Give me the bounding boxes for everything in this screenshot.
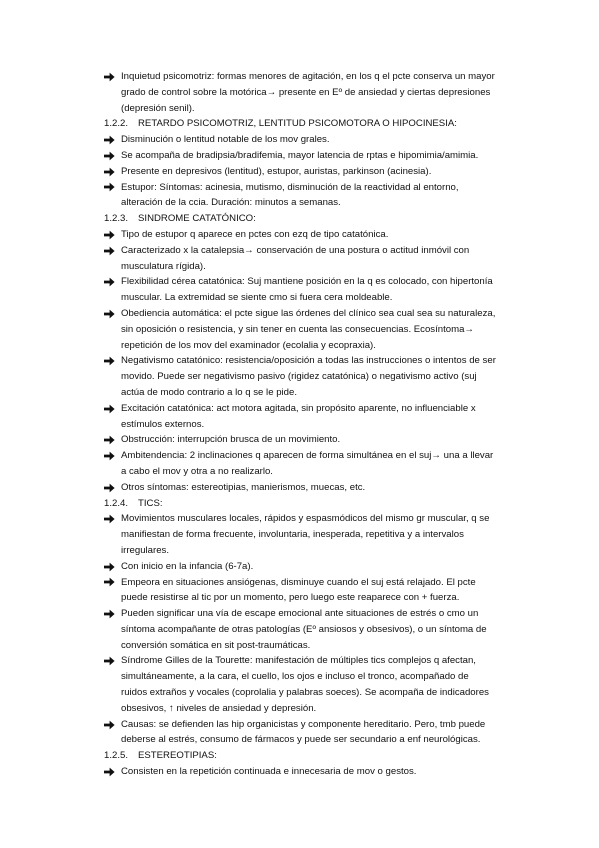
bullet-item (104, 511, 496, 558)
bullet-text: Causas: se defienden las hip organicistas y componente hereditario. Pero, tmb puede deberse al estrés, consumo de fármacos y puede ser secundario a enf neurológicas. (121, 718, 486, 746)
bullet-text: Negativismo catatónico: resistencia/oposición a todas las instrucciones o intentos de ser movido. Puede ser negativismo pasivo (rigidez catatónica) o negativismo activo (suj actúa de modo contrario a lo q se le pide. (121, 355, 496, 398)
bullet-item (104, 764, 496, 780)
bullet-text: Obstrucción: interrupción brusca de un movimiento. (121, 434, 341, 446)
right-arrow-icon (104, 606, 116, 622)
bullet-item (104, 653, 496, 716)
right-arrow-icon (104, 132, 116, 148)
bullet-item (104, 717, 496, 749)
bullet-text: Disminución o lentitud notable de los mov grales. (121, 134, 330, 146)
bullet-text: Otros síntomas: estereotipias, manierismos, muecas, etc. (121, 481, 366, 493)
bullet-text: Inquietud psicomotriz: formas menores de agitación, en los q el pcte conserva un mayor grado de control sobre la motórica→ presente en Eº de ansiedad y ciertas depresiones (depresión senil). (121, 71, 495, 114)
section-title: RETARDO PSICOMOTRIZ, LENTITUD PSICOMOTORA O HIPOCINESIA: (138, 118, 457, 130)
section-number: 1.2.5. (104, 750, 129, 762)
bullet-item (104, 148, 496, 164)
bullet-item (104, 180, 496, 212)
bullet-item (104, 480, 496, 496)
bullet-text: Tipo de estupor q aparece en pctes con ezq de tipo catatónica. (121, 228, 389, 240)
bullet-item (104, 306, 496, 353)
section-number: 1.2.4. (104, 497, 129, 509)
right-arrow-icon (104, 480, 116, 496)
section-number: 1.2.2. (104, 118, 129, 130)
section-title: ESTEREOTIPIAS: (138, 750, 217, 762)
right-arrow-icon (104, 353, 116, 369)
right-arrow-icon (104, 164, 116, 180)
bullet-item (104, 164, 496, 180)
right-arrow-icon (104, 432, 116, 448)
section-title: SINDROME CATATÓNICO: (138, 213, 256, 225)
right-arrow-icon (104, 653, 116, 669)
right-arrow-icon (104, 717, 116, 733)
section-number: 1.2.3. (104, 213, 129, 225)
section-title: TICS: (138, 497, 163, 509)
right-arrow-icon (104, 575, 116, 591)
bullet-text: Presente en depresivos (lentitud), estupor, auristas, parkinson (acinesia). (121, 165, 432, 177)
bullet-item (104, 401, 496, 433)
right-arrow-icon (104, 69, 116, 85)
right-arrow-icon (104, 511, 116, 527)
bullet-text: Estupor: Síntomas: acinesia, mutismo, disminución de la reactividad al entorno, alteración de la ccia. Duración: minutos a semanas. (121, 181, 459, 209)
bullet-text: Se acompaña de bradipsia/bradifemia, mayor latencia de rptas e hipomimia/amimia. (121, 149, 479, 161)
section-heading (104, 116, 496, 132)
bullet-item (104, 227, 496, 243)
bullet-text: Movimientos musculares locales, rápidos y espasmódicos del mismo gr muscular, q se manifiestan de forma frecuente, involuntaria, inesperada, repetitiva y a intervalos irregulares. (121, 513, 490, 556)
right-arrow-icon (104, 764, 116, 780)
right-arrow-icon (104, 180, 116, 196)
bullet-item (104, 432, 496, 448)
bullet-item (104, 243, 496, 275)
right-arrow-icon (104, 448, 116, 464)
bullet-text: Caracterizado x la catalepsia→ conservación de una postura o actitud inmóvil con musculatura rígida). (121, 244, 470, 272)
bullet-text: Con inicio en la infancia (6-7a). (121, 560, 254, 572)
bullet-text: Empeora en situaciones ansiógenas, disminuye cuando el suj está relajado. El pcte puede resistirse al tic por un momento, pero luego este reaparece con + fuerza. (121, 576, 476, 604)
right-arrow-icon (104, 401, 116, 417)
bullet-item (104, 448, 496, 480)
right-arrow-icon (104, 148, 116, 164)
bullet-text: Ambitendencia: 2 inclinaciones q aparecen de forma simultánea en el suj→ una a llevar a cabo el mov y otra a no realizarlo. (121, 450, 494, 477)
bullet-text: Síndrome Gilles de la Tourette: manifestación de múltiples tics complejos q afectan, simultáneamente, a la cara, el cuello, los ojos e incluso el tronco, acompañado de ruidos extraños y vocales (coprolalia y palabras soeces). Se acompaña de indicadores obsesivos, ↑ niveles de ansiedad y depresión. (121, 655, 489, 714)
bullet-text: Pueden significar una vía de escape emocional ante situaciones de estrés o cmo un síntoma acompañante de otras patologías (Eº ansiosos y obsesivos), o un síntoma de conversión somática en sit post-traumáticas. (121, 608, 487, 651)
document-content (104, 69, 496, 780)
bullet-text: Obediencia automática: el pcte sigue las órdenes del clínico sea cual sea su naturaleza, sin oposición o resistencia, y sin tener en cuenta las consecuencias. Ecosíntoma→ repetición de los mov del examinador (ecolalia y ecopraxia). (121, 307, 496, 351)
bullet-text: Excitación catatónica: act motora agitada, sin propósito aparente, no influenciable x estímulos externos. (121, 402, 476, 430)
bullet-item (104, 559, 496, 575)
section-heading (104, 748, 496, 764)
bullet-item (104, 353, 496, 400)
right-arrow-icon (104, 306, 116, 322)
right-arrow-icon (104, 243, 116, 259)
bullet-item (104, 575, 496, 607)
section-heading (104, 496, 496, 512)
bullet-item (104, 274, 496, 306)
bullet-item (104, 132, 496, 148)
right-arrow-icon (104, 227, 116, 243)
right-arrow-icon (104, 559, 116, 575)
bullet-text: Consisten en la repetición continuada e innecesaria de mov o gestos. (121, 766, 417, 778)
bullet-item (104, 69, 496, 116)
right-arrow-icon (104, 274, 116, 290)
bullet-text: Flexibilidad cérea catatónica: Suj mantiene posición en la q es colocado, con hipertonía muscular. La extremidad se siente cmo si fuera cera moldeable. (121, 276, 493, 304)
section-heading (104, 211, 496, 227)
bullet-item (104, 606, 496, 653)
